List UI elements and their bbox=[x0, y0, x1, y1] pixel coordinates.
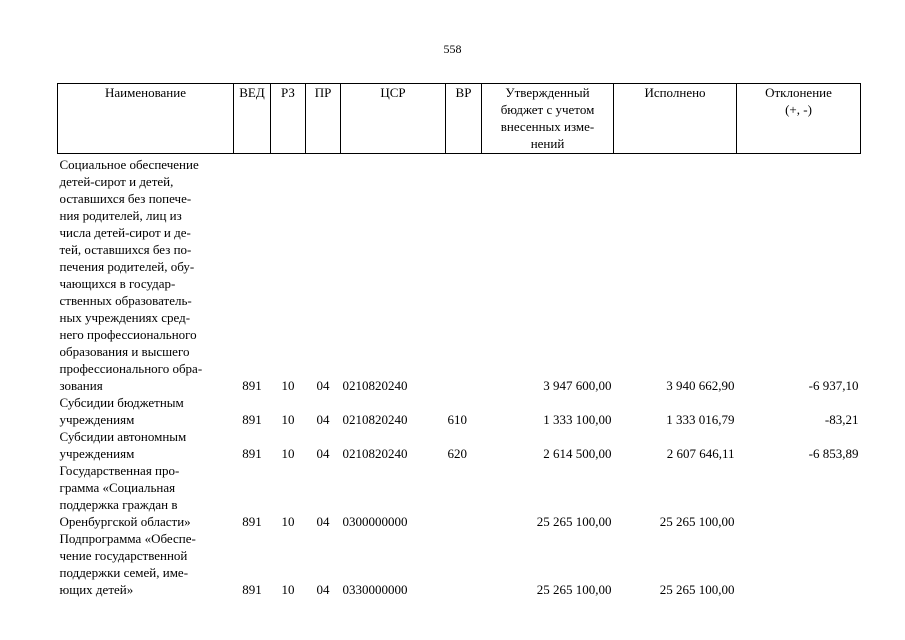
row-vr: 620 bbox=[447, 446, 467, 461]
row-ved: 891 bbox=[242, 378, 262, 393]
row-deviation: -83,21 bbox=[824, 412, 859, 427]
row-vr bbox=[446, 530, 482, 598]
header-vr: ВР bbox=[446, 84, 482, 154]
row-rz: 10 bbox=[281, 514, 295, 529]
row-approved: 3 947 600,00 bbox=[543, 378, 612, 393]
table-row bbox=[58, 428, 861, 462]
header-approved-budget: Утвержденный бюджет с учетом внесенных изме- нений bbox=[482, 84, 614, 154]
row-pr: 04 bbox=[316, 412, 330, 427]
row-executed: 1 333 016,79 bbox=[666, 412, 735, 427]
row-vr bbox=[446, 462, 482, 530]
header-pr: ПР bbox=[306, 84, 341, 154]
row-pr: 04 bbox=[316, 582, 330, 597]
header-name: Наименование bbox=[58, 84, 234, 154]
table-row bbox=[58, 394, 861, 428]
table-header bbox=[58, 84, 861, 154]
table-row bbox=[58, 462, 861, 530]
row-ved: 891 bbox=[242, 582, 262, 597]
row-pr: 04 bbox=[316, 378, 330, 393]
header-executed: Исполнено bbox=[614, 84, 737, 154]
row-name: Подпрограмма «Обеспе- чение государственной поддержки семей, име- ющих детей» bbox=[59, 531, 196, 597]
row-csr: 0300000000 bbox=[342, 514, 408, 529]
table-row bbox=[58, 530, 861, 598]
row-executed: 3 940 662,90 bbox=[666, 378, 735, 393]
row-csr: 0210820240 bbox=[342, 446, 408, 461]
row-approved: 25 265 100,00 bbox=[536, 514, 612, 529]
row-name: Государственная про- грамма «Социальная поддержка граждан в Оренбургской области» bbox=[59, 463, 191, 529]
row-csr: 0210820240 bbox=[342, 412, 408, 427]
row-ved: 891 bbox=[242, 412, 262, 427]
row-deviation bbox=[737, 462, 861, 530]
row-name: Субсидии бюджетным учреждениям bbox=[59, 395, 184, 427]
row-rz: 10 bbox=[281, 582, 295, 597]
header-csr: ЦСР bbox=[341, 84, 446, 154]
table-body bbox=[58, 154, 861, 599]
row-vr bbox=[446, 154, 482, 395]
row-csr: 0330000000 bbox=[342, 582, 408, 597]
page-number: 558 bbox=[443, 42, 462, 56]
row-rz: 10 bbox=[281, 446, 295, 461]
table-row bbox=[58, 154, 861, 395]
row-ved: 891 bbox=[242, 446, 262, 461]
row-approved: 25 265 100,00 bbox=[536, 582, 612, 597]
row-pr: 04 bbox=[316, 446, 330, 461]
row-pr: 04 bbox=[316, 514, 330, 529]
row-rz: 10 bbox=[281, 412, 295, 427]
budget-table bbox=[57, 83, 861, 598]
row-deviation bbox=[737, 530, 861, 598]
row-approved: 2 614 500,00 bbox=[543, 446, 612, 461]
row-approved: 1 333 100,00 bbox=[543, 412, 612, 427]
header-deviation: Отклонение (+, -) bbox=[737, 84, 861, 154]
row-deviation: -6 937,10 bbox=[808, 378, 859, 393]
row-executed: 25 265 100,00 bbox=[659, 514, 735, 529]
row-executed: 25 265 100,00 bbox=[659, 582, 735, 597]
row-ved: 891 bbox=[242, 514, 262, 529]
header-rz: РЗ bbox=[271, 84, 306, 154]
row-csr: 0210820240 bbox=[342, 378, 408, 393]
row-vr: 610 bbox=[447, 412, 467, 427]
row-executed: 2 607 646,11 bbox=[666, 446, 735, 461]
header-ved: ВЕД bbox=[234, 84, 271, 154]
row-rz: 10 bbox=[281, 378, 295, 393]
row-deviation: -6 853,89 bbox=[808, 446, 859, 461]
row-name: Субсидии автономным учреждениям bbox=[59, 429, 187, 461]
row-name: Социальное обеспечение детей-сирот и детей, оставшихся без попече- ния родителей, лиц из числа детей-сирот и де- тей, оставшихся без по- печения родителей, обу- чающихся в государ- ственных образователь- ных учреждениях сред- него профессионального образования и высшего профессионального обра- зования bbox=[59, 157, 203, 393]
